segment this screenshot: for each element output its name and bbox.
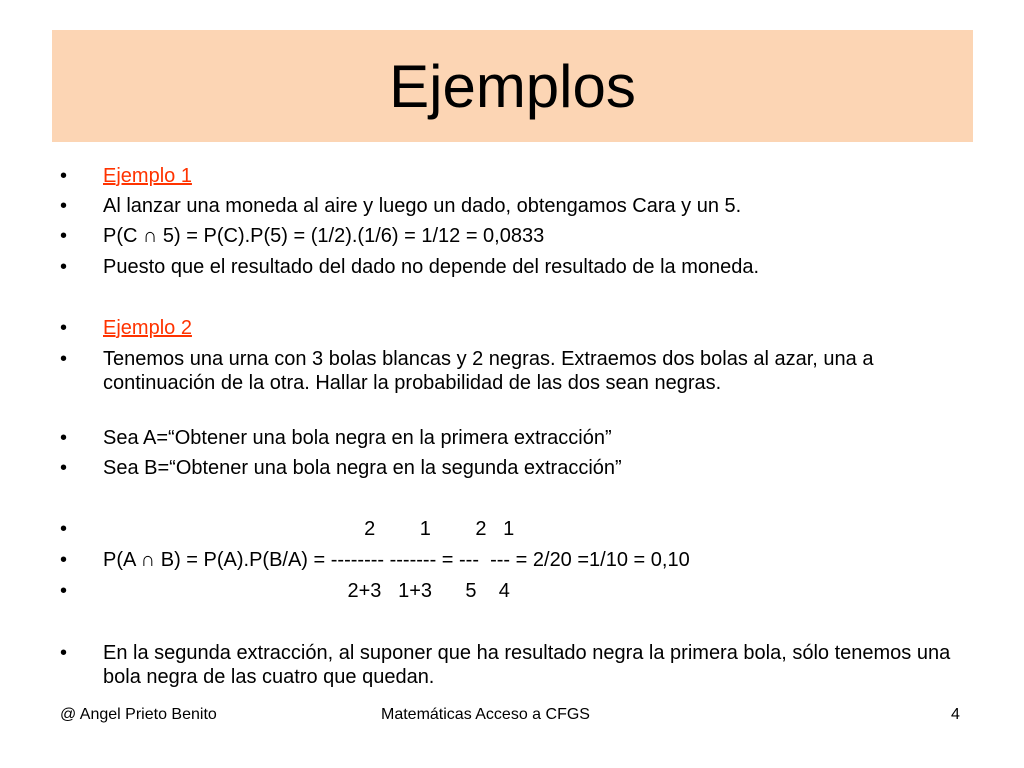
footer-author: @ Angel Prieto Benito bbox=[60, 706, 217, 723]
bullet-icon: • bbox=[60, 642, 68, 664]
bullet-icon: • bbox=[60, 348, 68, 370]
example-2-heading: Ejemplo 2 bbox=[103, 317, 192, 339]
fraction-numerators: 2 1 2 1 bbox=[103, 518, 515, 540]
bullet-text: Sea A=“Obtener una bola negra en la primera extracción” bbox=[103, 427, 612, 449]
example-1-heading: Ejemplo 1 bbox=[103, 165, 192, 187]
bullet-text: En la segunda extracción, al suponer que ha resultado negra la primera bola, sólo tenemos una bola negra de las cuatro que quedan. bbox=[103, 642, 951, 688]
footer-page-number: 4 bbox=[951, 706, 960, 723]
bullet-icon: • bbox=[60, 457, 68, 479]
bullet-icon: • bbox=[60, 317, 68, 339]
bullet-text: Sea B=“Obtener una bola negra en la segunda extracción” bbox=[103, 457, 622, 479]
bullet-text: Puesto que el resultado del dado no depende del resultado de la moneda. bbox=[103, 256, 760, 278]
bullet-icon: • bbox=[60, 225, 68, 247]
bullet-text: Al lanzar una moneda al aire y luego un dado, obtengamos Cara y un 5. bbox=[103, 195, 742, 217]
bullet-icon: • bbox=[60, 256, 68, 278]
bullet-icon: • bbox=[60, 518, 68, 540]
bullet-icon: • bbox=[60, 580, 68, 602]
bullet-icon: • bbox=[60, 427, 68, 449]
bullet-text: P(C ∩ 5) = P(C).P(5) = (1/2).(1/6) = 1/12 = 0,0833 bbox=[103, 225, 545, 247]
footer-course: Matemáticas Acceso a CFGS bbox=[381, 706, 590, 723]
bullet-icon: • bbox=[60, 165, 68, 187]
fraction-denominators: 2+3 1+3 5 4 bbox=[103, 580, 510, 602]
bullet-text: Tenemos una urna con 3 bolas blancas y 2 negras. Extraemos dos bolas al azar, una a continuación de la otra. Hallar la probabilidad de las dos sean negras. bbox=[103, 348, 874, 394]
bullet-icon: • bbox=[60, 549, 68, 571]
slide-title: Ejemplos bbox=[389, 52, 636, 120]
probability-formula: P(A ∩ B) = P(A).P(B/A) = -------- ------- = --- --- = 2/20 =1/10 = 0,10 bbox=[103, 549, 690, 571]
bullet-icon: • bbox=[60, 195, 68, 217]
slide-title-bar bbox=[52, 30, 973, 142]
